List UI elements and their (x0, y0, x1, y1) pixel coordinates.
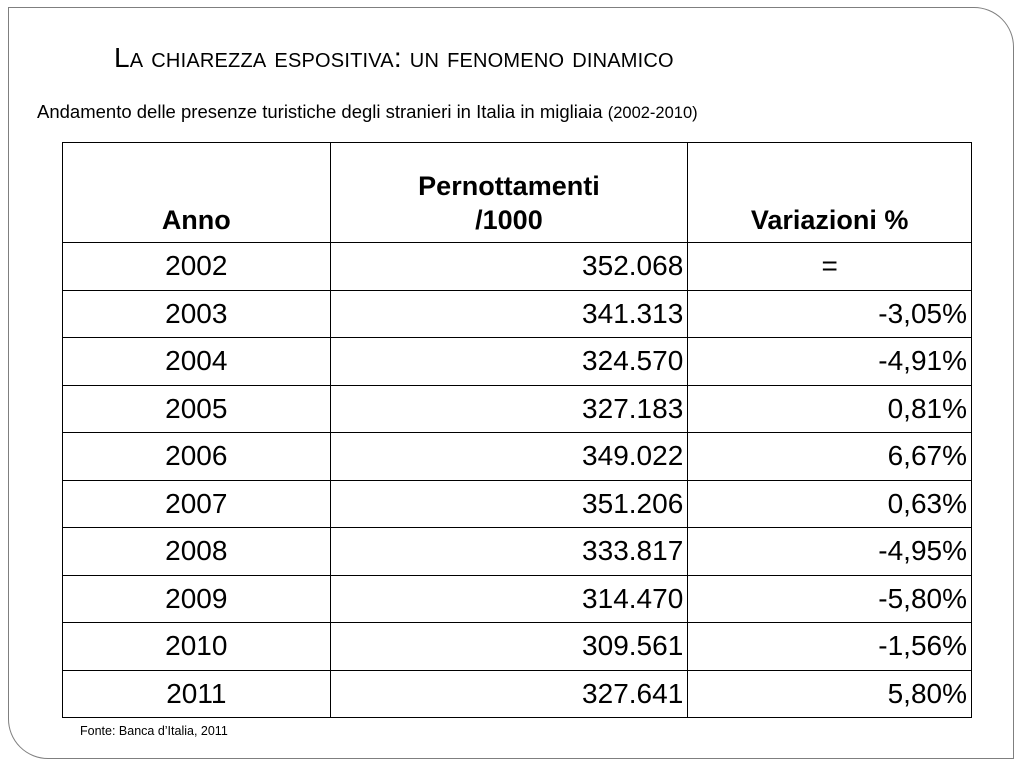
cell-pernottamenti: 351.206 (330, 480, 688, 528)
cell-variazione: -4,91% (688, 338, 972, 386)
cell-pernottamenti: 333.817 (330, 528, 688, 576)
cell-anno: 2003 (63, 290, 331, 338)
cell-pernottamenti: 352.068 (330, 243, 688, 291)
table-row (63, 480, 972, 528)
cell-variazione: -1,56% (688, 623, 972, 671)
cell-variazione: = (688, 243, 972, 291)
header-pernottamenti-line2: /1000 (475, 205, 543, 235)
cell-pernottamenti: 309.561 (330, 623, 688, 671)
table-row (63, 670, 972, 718)
cell-pernottamenti: 314.470 (330, 575, 688, 623)
header-anno: Anno (63, 143, 331, 243)
cell-pernottamenti: 341.313 (330, 290, 688, 338)
cell-pernottamenti: 349.022 (330, 433, 688, 481)
slide-title: La chiarezza espositiva: un fenomeno dinamico (114, 42, 674, 73)
source-note: Fonte: Banca d’Italia, 2011 (80, 724, 228, 738)
cell-pernottamenti: 327.641 (330, 670, 688, 718)
cell-anno: 2005 (63, 385, 331, 433)
cell-variazione: -5,80% (688, 575, 972, 623)
cell-variazione: 5,80% (688, 670, 972, 718)
table-row (63, 575, 972, 623)
header-variazioni: Variazioni % (688, 143, 972, 243)
cell-anno: 2007 (63, 480, 331, 528)
cell-anno: 2002 (63, 243, 331, 291)
cell-variazione: 6,67% (688, 433, 972, 481)
table-caption-years: (2002-2010) (607, 104, 698, 122)
cell-anno: 2010 (63, 623, 331, 671)
cell-variazione: 0,63% (688, 480, 972, 528)
cell-variazione: -4,95% (688, 528, 972, 576)
table-row (63, 290, 972, 338)
cell-pernottamenti: 327.183 (330, 385, 688, 433)
cell-anno: 2011 (63, 670, 331, 718)
table-row (63, 623, 972, 671)
cell-anno: 2009 (63, 575, 331, 623)
table-caption-text: Andamento delle presenze turistiche degli stranieri in Italia in migliaia (37, 101, 603, 122)
table-caption (37, 99, 698, 126)
header-pernottamenti-line1: Pernottamenti (418, 171, 600, 201)
table-row (63, 338, 972, 386)
table-body (63, 243, 972, 718)
table-row (63, 243, 972, 291)
cell-pernottamenti: 324.570 (330, 338, 688, 386)
header-pernottamenti (330, 143, 688, 243)
cell-anno: 2006 (63, 433, 331, 481)
cell-variazione: -3,05% (688, 290, 972, 338)
cell-anno: 2004 (63, 338, 331, 386)
cell-variazione: 0,81% (688, 385, 972, 433)
tourism-table (62, 142, 972, 718)
table-row (63, 433, 972, 481)
table-header-row (63, 143, 972, 243)
cell-anno: 2008 (63, 528, 331, 576)
table-row (63, 528, 972, 576)
table-row (63, 385, 972, 433)
